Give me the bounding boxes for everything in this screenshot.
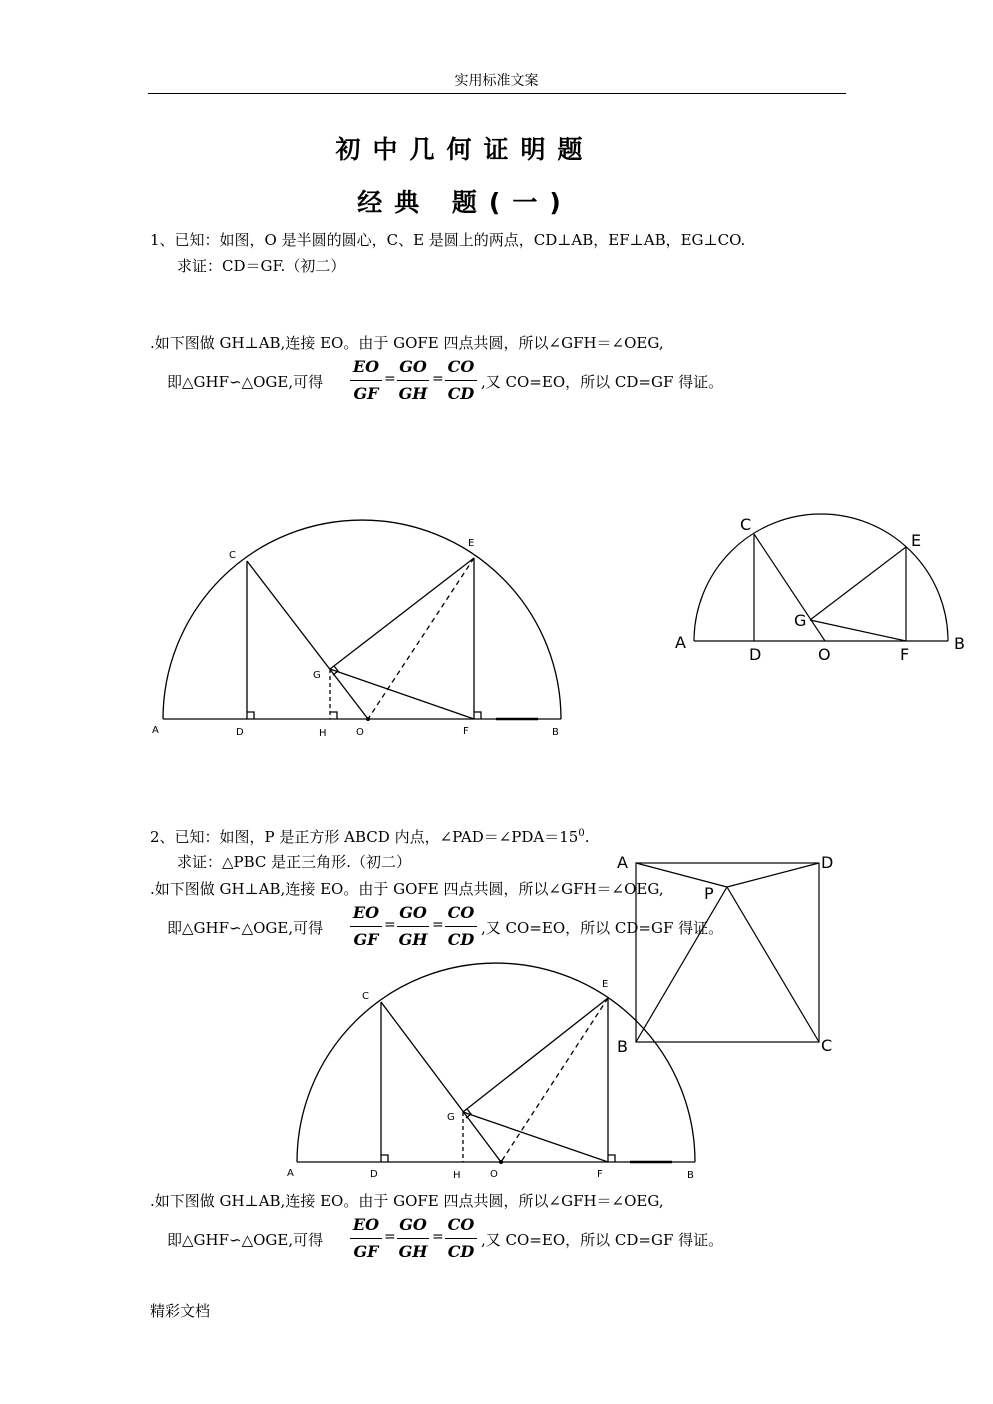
- semicircle2-arc: [297, 963, 695, 1162]
- small-label-c: C: [740, 515, 752, 534]
- document-footer: 精彩文档: [150, 1302, 211, 1320]
- sub-title: 经典 题(一): [357, 188, 573, 217]
- frac3-den: CD: [447, 384, 475, 403]
- label-e: E: [468, 538, 475, 549]
- label2-g: G: [447, 1112, 455, 1123]
- proof2-line1: .如下图做 GH⊥AB,连接 EO。由于 GOFE 四点共圆，所以∠GFH＝∠OEG,: [150, 880, 664, 898]
- label-o: O: [356, 727, 364, 738]
- square-label-a: A: [617, 853, 628, 872]
- label-b: B: [552, 727, 559, 738]
- label-g: G: [313, 670, 321, 681]
- small-label-f: F: [900, 645, 910, 664]
- proof2-frac1-num: EO: [352, 903, 380, 922]
- proof3-frac1-bar: [350, 1238, 382, 1239]
- frac1-num: EO: [352, 357, 380, 376]
- label2-a: A: [287, 1168, 294, 1179]
- proof2-frac2-num: GO: [399, 903, 427, 922]
- problem1-given: 1、已知：如图，O 是半圆的圆心，C、E 是圆上的两点，CD⊥AB，EF⊥AB，EG⊥CO.: [150, 231, 746, 249]
- small-label-a: A: [675, 633, 686, 652]
- segment2-eg: [463, 998, 608, 1112]
- proof2-frac1-den: GF: [353, 930, 379, 949]
- proof3-frac1-den: GF: [353, 1242, 379, 1261]
- proof3-eq-1: =: [384, 1229, 396, 1245]
- small-label-g: G: [794, 611, 807, 630]
- small-label-e: E: [911, 531, 922, 550]
- proof3-line1: .如下图做 GH⊥AB,连接 EO。由于 GOFE 四点共圆，所以∠GFH＝∠OEG,: [150, 1192, 664, 1210]
- label-d: D: [236, 727, 244, 738]
- proof-line1: .如下图做 GH⊥AB,连接 EO。由于 GOFE 四点共圆，所以∠GFH＝∠OEG,: [150, 334, 664, 352]
- proof3-frac1-num: EO: [352, 1215, 380, 1234]
- center-dot-o-2: [499, 1160, 503, 1164]
- segment2-gf: [463, 1112, 608, 1162]
- proof2-frac2-den: GH: [398, 930, 428, 949]
- small-label-d: D: [749, 645, 762, 664]
- proof3-prefix: 即△GHF∽△OGE,可得: [167, 1231, 324, 1249]
- frac1-den: GF: [353, 384, 379, 403]
- proof3-frac3-bar: [445, 1238, 477, 1239]
- proof3-frac2-den: GH: [398, 1242, 428, 1261]
- square-label-c: C: [821, 1036, 833, 1055]
- label2-f: F: [597, 1169, 603, 1180]
- small-label-o: O: [818, 645, 831, 664]
- proof-prefix: 即△GHF∽△OGE,可得: [167, 373, 324, 391]
- frac3-num: CO: [447, 357, 475, 376]
- label2-o: O: [490, 1169, 498, 1180]
- label-c: C: [229, 550, 236, 561]
- square-label-d: D: [821, 853, 834, 872]
- proof2-suffix: ,又 CO=EO，所以 CD=GF 得证。: [481, 919, 724, 937]
- square-label-p: P: [704, 884, 714, 903]
- proof2-eq-2: =: [432, 917, 444, 933]
- square-label-b: B: [617, 1037, 628, 1056]
- label-f: F: [463, 726, 469, 737]
- problem1-prove: 求证：CD＝GF.（初二）: [177, 257, 346, 275]
- proof2-prefix: 即△GHF∽△OGE,可得: [167, 919, 324, 937]
- degree-sup: 0: [578, 828, 585, 839]
- frac2-num: GO: [399, 357, 427, 376]
- proof3-frac2-bar: [397, 1238, 429, 1239]
- proof2-eq-1: =: [384, 917, 396, 933]
- proof3-suffix: ,又 CO=EO，所以 CD=GF 得证。: [481, 1231, 724, 1249]
- main-title: 初中几何证明题: [335, 135, 595, 164]
- small-label-b: B: [954, 634, 965, 653]
- problem2-given-text: 2、已知：如图，P 是正方形 ABCD 内点，∠PAD＝∠PDA＝15: [150, 828, 579, 846]
- label2-b: B: [687, 1170, 694, 1181]
- proof-suffix: ,又 CO=EO，所以 CD=GF 得证。: [481, 373, 724, 391]
- problem2-period: .: [584, 828, 590, 846]
- frac2-den: GH: [398, 384, 428, 403]
- label-h: H: [319, 728, 327, 739]
- label2-c: C: [362, 991, 369, 1002]
- label2-e: E: [602, 979, 609, 990]
- segment2-co: [381, 1002, 501, 1162]
- document-header: 实用标准文案: [454, 73, 539, 89]
- proof3-frac3-num: CO: [447, 1215, 475, 1234]
- eq-1: =: [384, 371, 396, 387]
- right-angle2-d: [381, 1155, 388, 1162]
- proof3-frac3-den: CD: [447, 1242, 475, 1261]
- segment2-eo-dashed: [501, 998, 608, 1162]
- proof2-frac3-num: CO: [447, 903, 475, 922]
- label2-d: D: [370, 1169, 378, 1180]
- proof3-eq-2: =: [432, 1229, 444, 1245]
- label-a: A: [152, 725, 159, 736]
- right-angle2-f: [608, 1155, 615, 1162]
- eq-2: =: [432, 371, 444, 387]
- problem2-prove: 求证：△PBC 是正三角形.（初二）: [177, 853, 411, 871]
- proof2-frac3-den: CD: [447, 930, 475, 949]
- label2-h: H: [453, 1170, 461, 1181]
- proof3-frac2-num: GO: [399, 1215, 427, 1234]
